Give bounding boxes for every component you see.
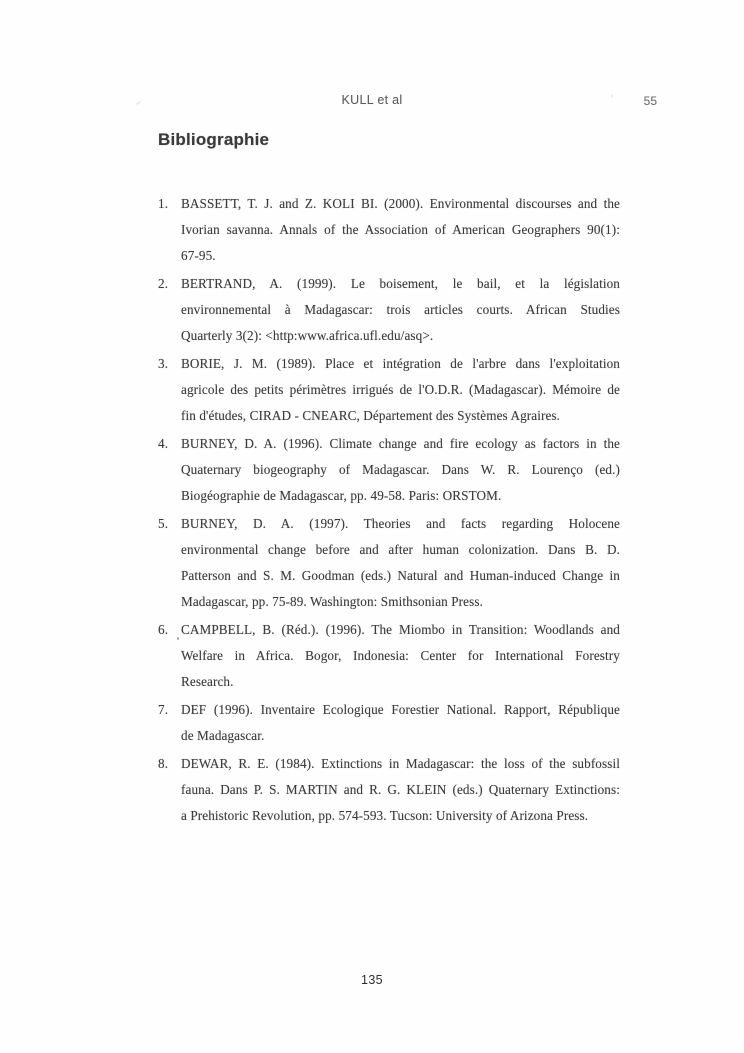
reference-line: Welfare in Africa. Bogor, Indonesia: Center for International Forestry (181, 648, 620, 663)
reference-line: Biogéographie de Madagascar, pp. 49-58. Paris: ORSTOM. (181, 488, 502, 503)
reference-line: BURNEY, D. A. (1996). Climate change and fire ecology as factors in the (181, 436, 620, 451)
header-page-number: 55 (643, 94, 657, 108)
scan-artifact (611, 95, 613, 97)
reference-line: Patterson and S. M. Goodman (eds.) Natural and Human-induced Change in (181, 568, 620, 583)
reference-item (158, 351, 620, 429)
reference-number: 5. (158, 516, 169, 531)
reference-text (181, 191, 620, 269)
reference-line: CAMPBELL, B. (Réd.). (1996). The Miombo in Transition: Woodlands and (181, 622, 620, 637)
reference-line: Ivorian savanna. Annals of the Association of American Geographers 90(1): (181, 222, 620, 237)
scan-artifact (177, 637, 179, 640)
reference-item (158, 617, 620, 695)
reference-item (158, 431, 620, 509)
reference-text (181, 511, 620, 615)
reference-item (158, 191, 620, 269)
reference-line: 67-95. (181, 248, 216, 263)
reference-line: environmental change before and after human colonization. Dans B. D. (181, 542, 620, 557)
reference-line: fauna. Dans P. S. MARTIN and R. G. KLEIN (eds.) Quaternary Extinctions: (181, 782, 620, 797)
reference-line: DEWAR, R. E. (1984). Extinctions in Madagascar: the loss of the subfossil (181, 756, 620, 771)
reference-text (181, 271, 620, 349)
reference-line: agricole des petits périmètres irrigués de l'O.D.R. (Madagascar). Mémoire de (181, 382, 620, 397)
reference-line: Quarterly 3(2): <http:www.africa.ufl.edu/asq>. (181, 328, 434, 343)
reference-text (181, 697, 620, 749)
reference-text (181, 617, 620, 695)
reference-list (158, 191, 620, 831)
reference-line: DEF (1996). Inventaire Ecologique Forestier National. Rapport, République (181, 702, 620, 717)
reference-item (158, 751, 620, 829)
reference-number: 1. (158, 196, 169, 211)
reference-line: BERTRAND, A. (1999). Le boisement, le bail, et la législation (181, 276, 620, 291)
reference-line: BORIE, J. M. (1989). Place et intégration de l'arbre dans l'exploitation (181, 356, 620, 371)
footer-page-number: 135 (360, 973, 384, 987)
page-header (0, 93, 744, 109)
reference-item (158, 511, 620, 615)
reference-text (181, 431, 620, 509)
section-title: Bibliographie (158, 130, 270, 149)
reference-line: environnemental à Madagascar: trois articles courts. African Studies (181, 302, 620, 317)
reference-line: a Prehistoric Revolution, pp. 574-593. Tucson: University of Arizona Press. (181, 808, 589, 823)
page-footer (0, 972, 744, 988)
reference-text (181, 751, 620, 829)
reference-item (158, 697, 620, 749)
running-title: KULL et al (341, 93, 403, 107)
reference-line: Quaternary biogeography of Madagascar. Dans W. R. Lourenço (ed.) (181, 462, 620, 477)
reference-line: Research. (181, 674, 234, 689)
reference-line: Madagascar, pp. 75-89. Washington: Smithsonian Press. (181, 594, 483, 609)
reference-number: 2. (158, 276, 169, 291)
reference-number: 4. (158, 436, 169, 451)
reference-line: BURNEY, D. A. (1997). Theories and facts regarding Holocene (181, 516, 620, 531)
reference-number: 6. (158, 622, 169, 637)
reference-text (181, 351, 620, 429)
reference-item (158, 271, 620, 349)
reference-line: fin d'études, CIRAD - CNEARC, Département des Systèmes Agraires. (181, 408, 561, 423)
reference-number: 3. (158, 356, 169, 371)
reference-line: BASSETT, T. J. and Z. KOLI BI. (2000). Environmental discourses and the (181, 196, 620, 211)
reference-line: de Madagascar. (181, 728, 265, 743)
reference-number: 8. (158, 756, 169, 771)
reference-number: 7. (158, 702, 169, 717)
